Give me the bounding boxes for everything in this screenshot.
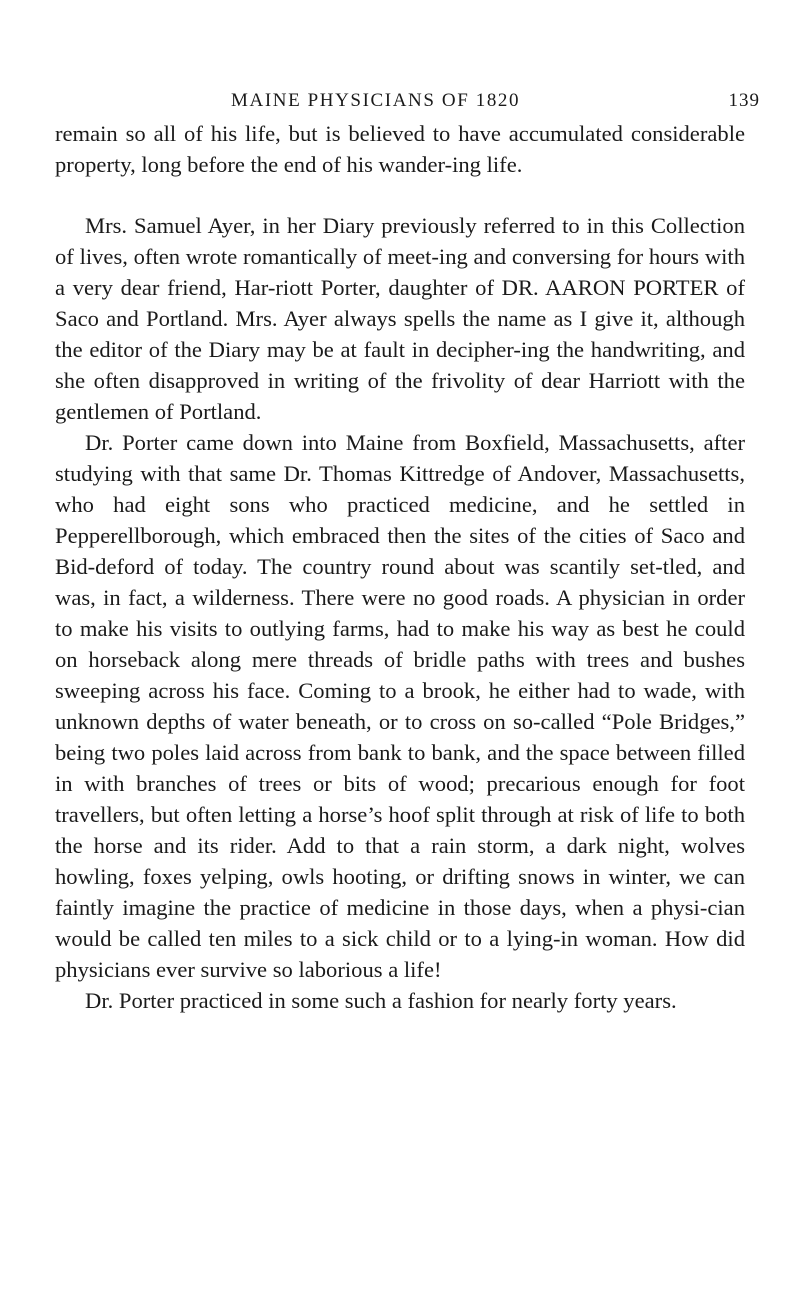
body-text <box>55 118 745 1016</box>
running-head-title: MAINE PHYSICIANS OF 1820 <box>231 90 521 111</box>
paragraph-ayer-diary: Mrs. Samuel Ayer, in her Diary previously referred to in this Collection of lives, often wrote romantically of meet-ing and conversing for hours with a very dear friend, Har-riott Porter, daughter of DR. AARON PORTER of Saco and Portland. Mrs. Ayer always spells the name as I give it, although the editor of the Diary may be at fault in decipher-ing the handwriting, and she often disapproved in writing of the frivolity of dear Harriott with the gentlemen of Portland. <box>55 213 745 424</box>
paragraph-porter-practice: Dr. Porter came down into Maine from Boxfield, Massachusetts, after studying with that same Dr. Thomas Kittredge of Andover, Massachusetts, who had eight sons who practiced medicine, and he settled in Pepperellborough, which embraced then the sites of the cities of Saco and Bid-deford of today. The country round about was scantily set-tled, and was, in fact, a wilderness. There were no good roads. A physician in order to make his visits to outlying farms, had to make his way as best he could on horseback along mere threads of bridle paths with trees and bushes sweeping across his face. Coming to a brook, he either had to wade, with unknown depths of water beneath, or to cross on so-called “Pole Bridges,” being two poles laid across from bank to bank, and the space between filled in with branches of trees or bits of wood; precarious enough for foot travellers, but often letting a horse’s hoof split through at risk of life to both the horse and its rider. Add to that a rain storm, a dark night, wolves howling, foxes yelping, owls hooting, or drifting snows in winter, we can faintly imagine the practice of medicine in those days, when a physi-cian would be called ten miles to a sick child or to a lying-in woman. How did physicians ever survive so laborious a life! <box>55 430 745 982</box>
page-number: 139 <box>728 90 760 111</box>
paragraph-forty-years: Dr. Porter practiced in some such a fashion for nearly forty years. <box>85 988 677 1013</box>
paragraph-continued: remain so all of his life, but is believed to have accumulated considerable property, long before the end of his wander-ing life. <box>55 121 745 177</box>
